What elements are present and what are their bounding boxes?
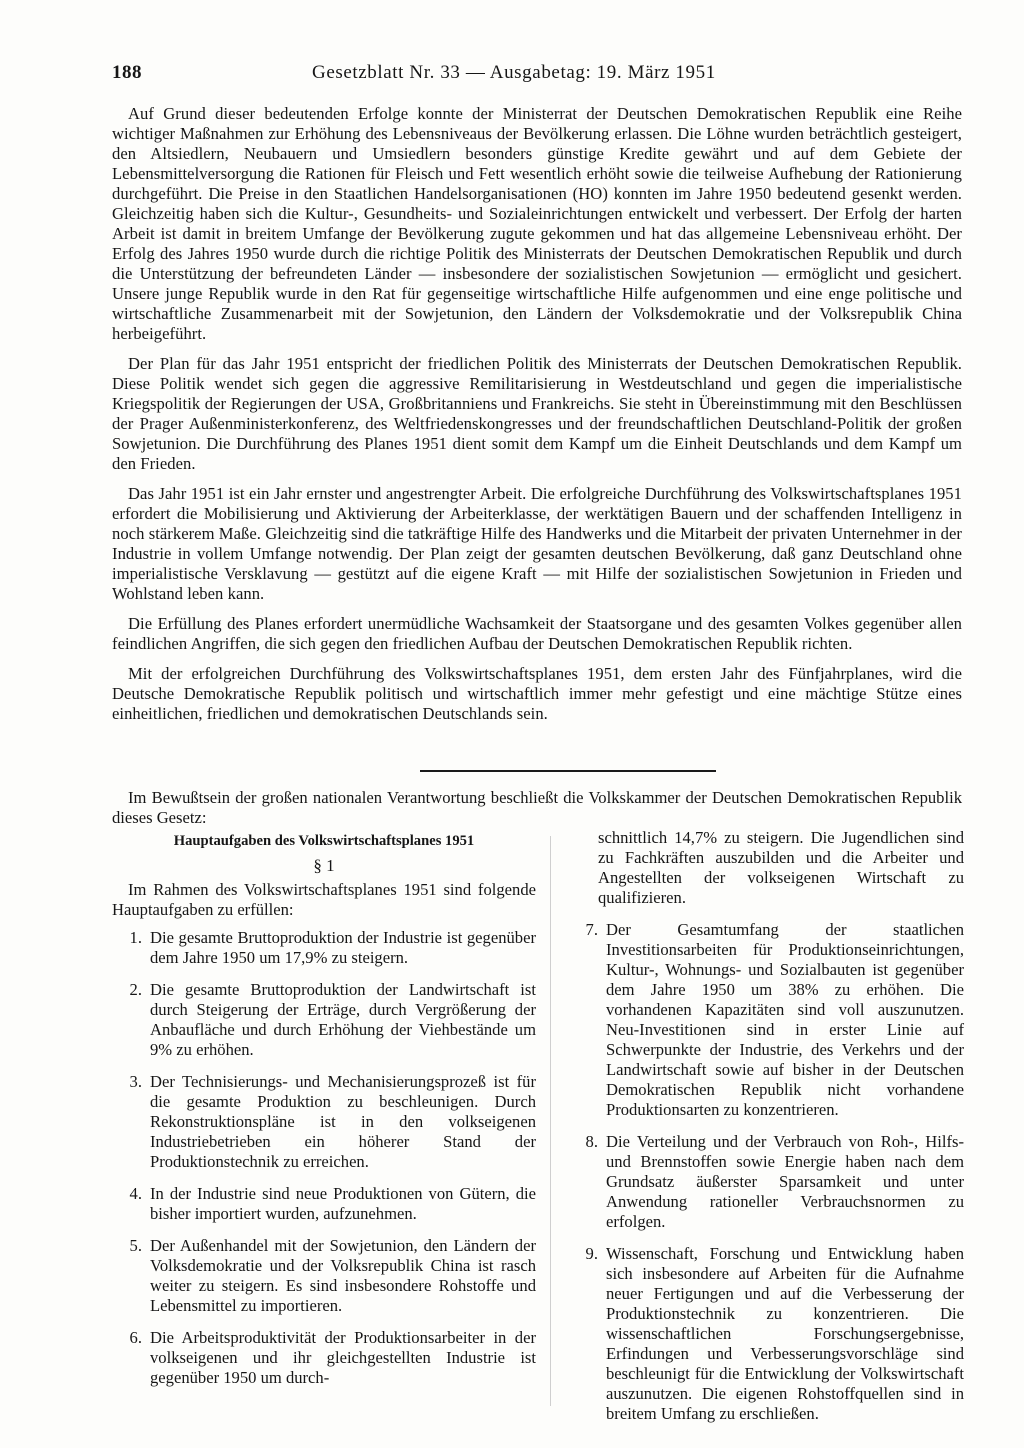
list-item-text: Der Technisierungs- und Mechanisierungsprozeß ist für die gesamte Produktion zu beschleunigen. Durch Rekonstruktionspläne ist in den volkseigenen Industriebetrieben ein höherer Stand der Produktionstechnik zu erreichen. xyxy=(150,1072,536,1171)
left-column xyxy=(112,832,536,1400)
list-item-text: Wissenschaft, Forschung und Entwicklung haben sich insbesondere auf Arbeiten für die Aufnahme neuer Fertigungen und auf die Verbesserung der Produktionstechnik zu konzentrieren. Die wissenschaftlichen Forschungsergebnisse, Erfindungen und Verbesserungsvorschläge sind beschleunigt für die Entwicklung der Volkswirtschaft auszunutzen. Die eigenen Rohstoffquellen sind in breitem Umfang zu erschließen. xyxy=(606,1244,964,1423)
list-item-number: 7. xyxy=(585,920,598,939)
list-item-text: Die gesamte Bruttoproduktion der Industrie ist gegenüber dem Jahre 1950 um 17,9% zu steigern. xyxy=(150,928,536,967)
list-item-text: In der Industrie sind neue Produktionen von Gütern, die bisher importiert wurden, aufzunehmen. xyxy=(150,1184,536,1223)
list-item-number: 8. xyxy=(585,1132,598,1151)
right-column xyxy=(568,828,964,1436)
list-item-text: Die gesamte Bruttoproduktion der Landwirtschaft ist durch Steigerung der Erträge, durch Vergrößerung der Anbaufläche und durch Erhöhung der Viehbestände um 9% zu erhöhen. xyxy=(150,980,536,1059)
intro-paragraph: Auf Grund dieser bedeutenden Erfolge konnte der Ministerrat der Deutschen Demokratischen Republik eine Reihe wichtiger Maßnahmen zur Erhöhung des Lebensniveaus der Bevölkerung erlassen. Die Löhne wurden beträchtlich gesteigert, den Altsiedlern, Neubauern und Umsiedlern besonders günstige Kredite gewährt und auf dem Gebiete der Lebensmittelversorgung die Rationen für Fleisch und Fett wesentlich erhöht sowie die teilweise Aufhebung der Rationierung durchgeführt. Die Preise in den Staatlichen Handelsorganisationen (HO) konnten im Jahre 1950 bedeutend gesenkt werden. Gleichzeitig haben sich die Kultur-, Gesundheits- und Sozialeinrichtungen entwickelt und verbessert. Der Erfolg der harten Arbeit ist damit in breitem Umfange der Bevölkerung zugute gekommen und hat das allgemeine Lebensniveau erhöht. Der Erfolg des Jahres 1950 wurde durch die richtige Politik des Ministerrats der Deutschen Demokratischen Republik und durch die Unterstützung der befreundeten Länder — insbesondere der sozialistischen Sowjetunion — ermöglicht und gesichert. Unsere junge Republik wurde in den Rat für gegenseitige wirtschaftliche Hilfe aufgenommen und eine enge politische und wirtschaftliche Zusammenarbeit mit der Sowjetunion, den Ländern der Volksdemokratie und der Volksrepublik China herbeigeführt. xyxy=(112,104,962,343)
intro-paragraph: Der Plan für das Jahr 1951 entspricht der friedlichen Politik des Ministerrats der Deutschen Demokratischen Republik. Diese Politik wendet sich gegen die aggressive Remilitarisierung in Westdeutschland und gegen die imperialistische Kriegspolitik der Regierungen der USA, Großbritanniens und Frankreichs. Sie steht in Übereinstimmung mit den Beschlüssen der Prager Außenministerkonferenz, des Weltfriedenskongresses und der freundschaftlichen Deutschland-Politik der großen Sowjetunion. Die Durchführung des Planes 1951 dient somit dem Kampf um die Einheit Deutschlands und dem Kampf um den Frieden. xyxy=(112,354,962,473)
paragraph-symbol: § 1 xyxy=(313,856,335,875)
list-item xyxy=(112,980,536,1060)
list-item xyxy=(112,1328,536,1388)
intro-paragraph: Mit der erfolgreichen Durchführung des Volkswirtschaftsplanes 1951, dem ersten Jahr des Fünfjahrplanes, wird die Deutsche Demokratische Republik politisch und wirtschaftlich immer mehr gefestigt und eine mächtige Stütze eines einheitlichen, friedlichen und demokratischen Deutschlands sein. xyxy=(112,664,962,723)
list-item-text: Die Arbeitsproduktivität der Produktionsarbeiter in der volkseigenen und ihr gleichgestellten Industrie ist gegenüber 1950 um durch- xyxy=(150,1328,536,1387)
list-item-continuation: schnittlich 14,7% zu steigern. Die Jugendlichen sind zu Fachkräften auszubilden und die Arbeiter und Angestellten der volkseigenen Wirtschaft zu qualifizieren. xyxy=(598,828,964,907)
list-item xyxy=(568,1132,964,1232)
list-item xyxy=(568,1244,964,1424)
list-item-text: Der Gesamtumfang der staatlichen Investitionsarbeiten für Produktionseinrichtungen, Kultur-, Wohnungs- und Sozialbauten ist gegenüber dem Jahre 1950 um 38% zu erhöhen. Die vorhandenen Kapazitäten sind voll auszunutzen. Neu-Investitionen sind in erster Linie auf Schwerpunkte der Industrie, des Verkehrs und der Landwirtschaft sowie auf bisher in der Deutschen Demokratischen Republik nicht vorhandene Produktionsarten zu konzentrieren. xyxy=(606,920,964,1119)
list-item xyxy=(112,1072,536,1172)
list-item-number: 9. xyxy=(585,1244,598,1263)
list-item-number: 5. xyxy=(129,1236,142,1255)
list-item xyxy=(112,928,536,968)
intro-text xyxy=(112,104,962,734)
section-divider-rule xyxy=(420,770,716,772)
intro-paragraph: Das Jahr 1951 ist ein Jahr ernster und angestrengter Arbeit. Die erfolgreiche Durchführung des Volkswirtschaftsplanes 1951 erfordert die Mobilisierung und Aktivierung der Arbeiterklasse, der werktätigen Bauern und der schaffenden Intelligenz in noch stärkerem Maße. Gleichzeitig sind die tatkräftige Hilfe des Handwerks und die Mitarbeit der privaten Unternehmer in der Industrie in vollem Umfange notwendig. Der Plan zeigt der gesamten deutschen Bevölkerung, daß ganz Deutschland ohne imperialistische Versklavung — gestützt auf die eigene Kraft — mit Hilfe der sozialistischen Sowjetunion in Frieden und Wohlstand leben kann. xyxy=(112,484,962,603)
list-item xyxy=(568,920,964,1120)
page-number: 188 xyxy=(112,62,142,83)
list-item-number: 3. xyxy=(129,1072,142,1091)
section-lead-text: Im Rahmen des Volkswirtschaftsplanes 1951 sind folgende Hauptaufgaben zu erfüllen: xyxy=(112,880,536,919)
list-item-number: 2. xyxy=(129,980,142,999)
list-item-text: Der Außenhandel mit der Sowjetunion, den Ländern der Volksdemokratie und der Volksrepublik China ist rasch weiter zu steigern. Es sind insbesondere Rohstoffe und Lebensmittel zu importieren. xyxy=(150,1236,536,1315)
page-header xyxy=(112,62,962,94)
column-divider xyxy=(550,836,551,1406)
list-item xyxy=(112,1184,536,1224)
list-item-number: 6. xyxy=(129,1328,142,1347)
intro-paragraph: Die Erfüllung des Planes erfordert unermüdliche Wachsamkeit der Staatsorgane und des gesamten Volkes gegenüber allen feindlichen Angriffen, die sich gegen den friedlichen Aufbau der Deutschen Demokratischen Republik richten. xyxy=(112,614,962,653)
section-heading: Hauptaufgaben des Volkswirtschaftsplanes 1951 xyxy=(173,833,475,849)
list-item-text: Die Verteilung und der Verbrauch von Roh-, Hilfs- und Brennstoffen sowie Energie haben nach dem Grundsatz äußerster Sparsamkeit und unter Anwendung rationeller Verbrauchsnormen zu erfolgen. xyxy=(606,1132,964,1231)
resolution-statement: Im Bewußtsein der großen nationalen Verantwortung beschließt die Volkskammer der Deutschen Demokratischen Republik dieses Gesetz: xyxy=(112,788,962,827)
header-title: Gesetzblatt Nr. 33 — Ausgabetag: 19. März 1951 xyxy=(312,62,716,83)
list-item-number: 4. xyxy=(129,1184,142,1203)
list-item xyxy=(112,1236,536,1316)
list-item-number: 1. xyxy=(129,928,142,947)
